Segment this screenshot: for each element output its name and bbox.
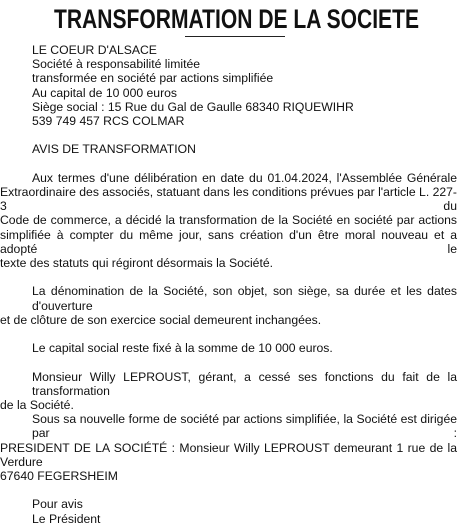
paragraph-line: 67640 FEGERSHEIM	[0, 469, 118, 484]
paragraph-line: simplifiée à compter du même jour, sans création d'un être moral nouveau et a adopté le	[0, 227, 457, 256]
notice-body	[0, 43, 473, 526]
paragraph-line: texte des statuts qui régiront désormais la Société.	[0, 256, 274, 271]
company-rcs: 539 749 457 RCS COLMAR	[32, 114, 185, 129]
paragraph-denomination	[0, 284, 473, 327]
closing-signature: Le Président	[32, 511, 101, 526]
title-underline	[185, 36, 285, 37]
closing	[0, 497, 473, 525]
notice-heading: AVIS DE TRANSFORMATION	[32, 142, 196, 157]
company-address: Siège social : 15 Rue du Gal de Gaulle 68340 RIQUEWIHR	[32, 99, 354, 114]
company-transformed: transformée en société par actions simplifiée	[32, 71, 274, 86]
paragraph-line: Aux termes d'une délibération en date du 01.04.2024, l'Assemblée Générale	[32, 170, 457, 185]
company-header	[0, 43, 473, 128]
paragraph-line: Sous sa nouvelle forme de société par actions simplifiée, la Société est dirigée par :	[32, 412, 457, 441]
company-form: Société à responsabilité limitée	[32, 57, 201, 72]
paragraph-gerant	[0, 370, 473, 413]
paragraph-line: La dénomination de la Société, son objet, son siège, sa durée et les dates d'ouverture	[32, 284, 457, 313]
paragraph-line: Code de commerce, a décidé la transformation de la Société en société par actions	[0, 213, 457, 228]
paragraph-line: PRESIDENT DE LA SOCIÉTÉ : Monsieur Willy LEPROUST demeurant 1 rue de la Verdure	[0, 440, 457, 469]
company-name: LE COEUR D'ALSACE	[32, 43, 157, 57]
paragraph-capital: Le capital social reste fixé à la somme de 10 000 euros.	[32, 341, 333, 356]
closing-pour-avis: Pour avis	[32, 497, 83, 512]
paragraph-line: Extraordinaire des associés, statuant dans les conditions prévues par l'article L. 227-3 du	[0, 185, 457, 214]
paragraph-line: et de clôture de son exercice social demeurent inchangées.	[0, 312, 322, 327]
paragraph-line: Monsieur Willy LEPROUST, gérant, a cessé ses fonctions du fait de la transformation	[32, 369, 457, 398]
paragraph-deliberation	[0, 171, 473, 270]
company-capital: Au capital de 10 000 euros	[32, 85, 178, 100]
paragraph-president	[0, 412, 473, 483]
page-title: TRANSFORMATION DE LA SOCIETE	[53, 4, 420, 34]
paragraph-line: de la Société.	[0, 398, 74, 412]
